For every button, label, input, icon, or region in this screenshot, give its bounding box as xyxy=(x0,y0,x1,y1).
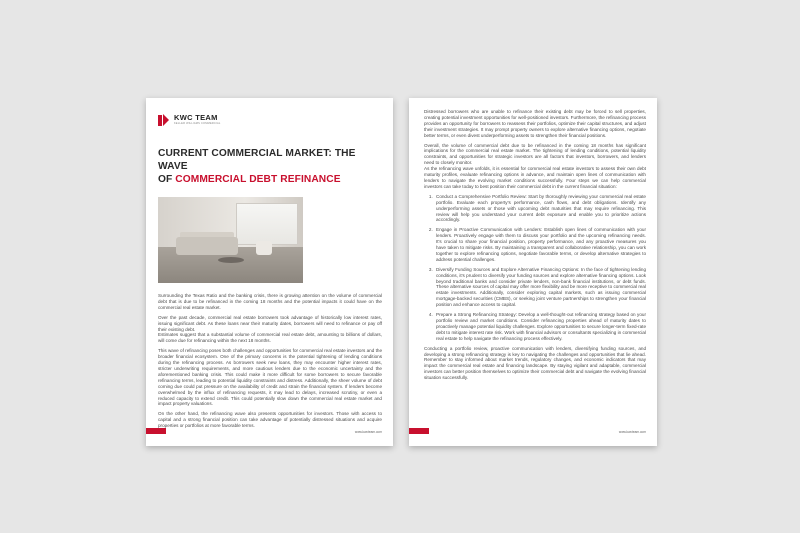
page-title xyxy=(158,147,382,186)
footer-accent-bar xyxy=(409,428,429,434)
document-page-right xyxy=(409,98,657,446)
title-highlight: COMMERCIAL DEBT REFINANCE xyxy=(175,174,341,185)
paragraph: Overall, the volume of commercial debt due to be refinanced in the coming 18 months has significant implications for the commercial real estate market. The tightening of lending conditions, potential liquidity constraints, and opportunities for strategic investors are all factors that investors, borrowers, and lenders need to closely monitor. xyxy=(424,142,646,166)
paragraph: Estimates suggest that a substantial volume of commercial real estate debt, amounting to billions of dollars, will come due for refinancing within the next 18 months. xyxy=(158,332,382,344)
logo-tagline: KELLER WILLIAMS COMMERCIAL xyxy=(174,121,221,125)
paragraph: Distressed borrowers who are unable to refinance their existing debt may be forced to sell properties, creating potential investment opportunities for well-positioned investors. Furthermore, the refinancing process provides an opportunity for borrowers to reassess their portfolios, optimize their capital structures, and adjust their investment strategies. It may prompt property owners to explore alternative financing options, negotiate better terms, or even divest underperforming assets to strengthen their financial positions. xyxy=(424,109,646,138)
paragraph: Surrounding the Texas Ratio and the banking crisis, there is growing attention on the volume of commercial debt that is due to be refinanced in the coming 18 months and the potential impacts it could have on the commercial real estate market. xyxy=(158,293,382,310)
title-prefix: OF xyxy=(158,174,176,185)
paragraph: On the other hand, the refinancing wave also presents opportunities for investors. Those with access to capital and a strong financial position can take advantage of potentially distressed situations and acquire properties or portfolios at more favorable terms. xyxy=(158,411,382,429)
list-item: 1. Conduct a Comprehensive Portfolio Review: Start by thoroughly reviewing your commercial real estate portfolio. Evaluate each property's performance, cash flows, and debt obligations. Identify any underperforming assets or those with upcoming debt maturities that may require refinancing. This review will help you understand your current debt exposure and enable you to prioritize actions accordingly. xyxy=(434,194,646,224)
footer-accent-bar xyxy=(146,428,166,434)
paragraph: This wave of refinancing poses both challenges and opportunities for commercial real estate investors and the broader financial ecosystem. One of the primary concerns is the potential tightening of lending conditions during the refinancing process. As borrowers seek new loans, they may encounter higher interest rates, stricter underwriting requirements, and more cautious lenders due to the economic uncertainty and the aforementioned banking crisis. This could make it more difficult for some borrowers to secure favorable refinancing terms, leading to potential liquidity constraints and distress. Additionally, the sheer volume of debt coming due could put pressure on the availability of credit and strain the financial system. If lenders become overwhelmed by the influx of refinancing requests, it may lead to delays, increased scrutiny, or even a reduced capacity to extend credit. This could potentially slow down the commercial real estate market and impact property valuations. xyxy=(158,348,382,407)
paragraph: Conducting a portfolio review, proactive communication with lenders, diversifying funding sources, and developing a strong refinancing strategy is key to navigating the challenges and opportunities that lie ahead. Remember to stay informed about market trends, regulatory changes, and economic indicators that may impact the commercial real estate and financing landscape. By staying vigilant and adaptable, commercial investors can better position themselves to optimize their commercial debt and navigate the evolving financial situation successfully. xyxy=(424,345,646,381)
kwc-logo-icon xyxy=(158,114,170,126)
title-line-2 xyxy=(158,173,382,186)
list-item: 2. Engage in Proactive Communication with Lenders: Establish open lines of communication with your lenders. Proactively engage with them to discuss your portfolio and the upcoming refinancing needs. It's crucial to share your financial position, property performance, and any proactive measures you have taken to mitigate risks. By maintaining a transparent and collaborative relationship, you can work together to explore refinancing options, negotiate favorable terms, or develop alternative strategies to address potential challenges. xyxy=(434,227,646,262)
steps-list xyxy=(424,194,646,342)
document-page-left xyxy=(146,98,393,446)
list-item: 3. Diversify Funding Sources and Explore Alternative Financing Options: In the face of tightening lending conditions, it's prudent to diversify your funding sources and explore alternative financing options. Look beyond traditional banks and consider private lenders, non-bank financial institutions, or debt funds. These alternative sources of capital may offer more flexibility and be more receptive to commercial real estate investments. Additionally, consider exploring capital markets, such as issuing commercial mortgage-backed securities (CMBS), or seeking joint venture partnerships to strengthen your financial position and enhance access to capital. xyxy=(434,267,646,308)
paragraph: Over the past decade, commercial real estate borrowers took advantage of historically low interest rates, issuing significant debt. As these loans near their maturity dates, borrowers will need to refinance or pay off their existing debt. xyxy=(158,314,382,332)
logo-name: KWC TEAM xyxy=(174,113,218,123)
living-room-photo xyxy=(158,197,303,283)
list-item: 4. Prepare a Strong Refinancing Strategy: Develop a well-thought-out refinancing strategy based on your portfolio review and market conditions. Consider refinancing properties ahead of maturity dates to proactively manage potential liquidity challenges. Explore opportunities to secure longer-term fixed-rate debt to mitigate interest rate risk. Work with financial advisors or consultants specializing in commercial real estate to help navigate the refinancing process effectively. xyxy=(434,312,646,342)
paragraph: As the refinancing wave unfolds, it is essential for commercial real estate investors to assess their own debt maturity profiles, evaluate refinancing options in advance, and maintain open lines of communication with lenders to navigate the evolving market conditions successfully. Four steps we can help commercial investors can take today to best position their commercial debt in the current financial situation: xyxy=(424,166,646,189)
title-line-1: CURRENT COMMERCIAL MARKET: THE WAVE xyxy=(158,148,356,172)
footer-website: www.kwcteam.com xyxy=(618,430,646,434)
kwc-team-logo xyxy=(158,114,382,126)
left-body-text xyxy=(158,293,382,429)
footer-website: www.kwcteam.com xyxy=(354,430,382,434)
